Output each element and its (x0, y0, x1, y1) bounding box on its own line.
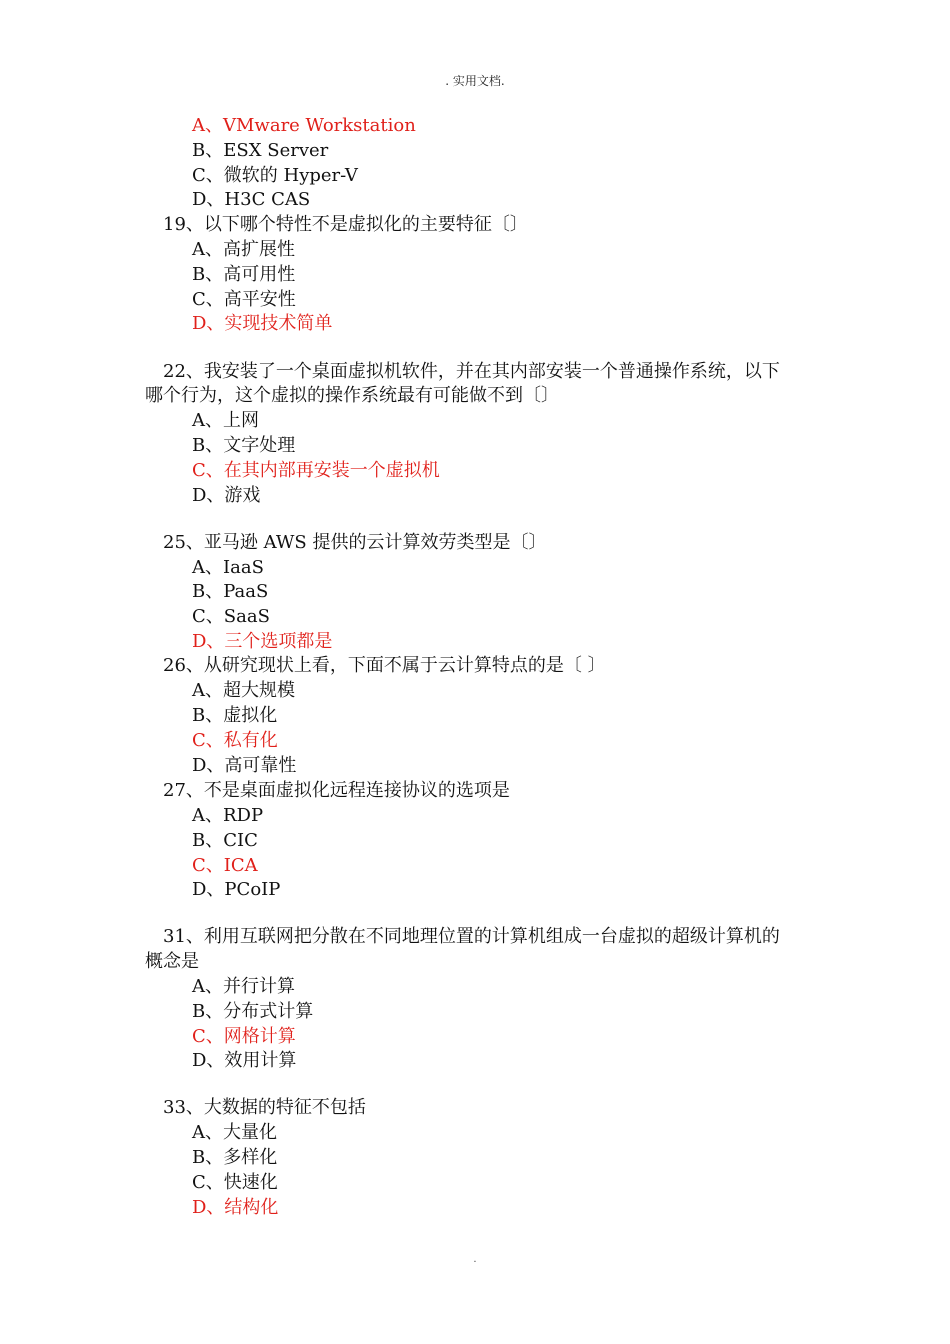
option-line: A、并行计算 (192, 976, 295, 997)
option-line: D、H3C CAS (192, 189, 311, 210)
question-line: 31、利用互联网把分散在不同地理位置的计算机组成一台虚拟的超级计算机的 (163, 926, 780, 947)
option-line: C、快速化 (192, 1172, 278, 1193)
answer-option: D、结构化 (192, 1197, 279, 1218)
option-line: C、微软的 Hyper-V (192, 165, 358, 186)
option-line: A、超大规模 (192, 680, 295, 701)
option-line: D、高可靠性 (192, 755, 297, 776)
page-footer: . (473, 1254, 477, 1265)
answer-option: C、私有化 (192, 730, 278, 751)
option-line: B、分布式计算 (192, 1001, 314, 1022)
question-continuation: 概念是 (145, 951, 199, 972)
option-line: D、PCoIP (192, 879, 281, 900)
option-line: B、虚拟化 (192, 705, 278, 726)
answer-option: C、ICA (192, 855, 258, 876)
page-header: . 实用文档. (445, 74, 505, 88)
question-line: 27、不是桌面虚拟化远程连接协议的选项是 (163, 780, 510, 801)
option-line: A、IaaS (192, 557, 264, 578)
question-line: 33、大数据的特征不包括 (163, 1097, 366, 1118)
option-line: A、上网 (192, 410, 259, 431)
option-line: B、ESX Server (192, 140, 329, 161)
question-line: 22、我安装了一个桌面虚拟机软件，并在其内部安装一个普通操作系统，以下 (163, 361, 780, 382)
option-line: A、大量化 (192, 1122, 277, 1143)
option-line: C、SaaS (192, 606, 270, 627)
option-line: B、CIC (192, 830, 258, 851)
option-line: B、文字处理 (192, 435, 296, 456)
answer-option: C、网格计算 (192, 1026, 296, 1047)
answer-option: A、VMware Workstation (192, 115, 416, 136)
option-line: D、游戏 (192, 485, 261, 506)
question-line: 19、以下哪个特性不是虚拟化的主要特征〔〕 (163, 214, 528, 235)
question-line: 26、从研究现状上看，下面不属于云计算特点的是〔 〕 (163, 655, 606, 676)
option-line: A、RDP (192, 805, 264, 826)
option-line: B、PaaS (192, 581, 269, 602)
question-line: 25、亚马逊 AWS 提供的云计算效劳类型是〔〕 (163, 532, 547, 553)
option-line: D、效用计算 (192, 1050, 297, 1071)
option-line: B、高可用性 (192, 264, 296, 285)
answer-option: D、三个选项都是 (192, 631, 333, 652)
option-line: B、多样化 (192, 1147, 278, 1168)
question-continuation: 哪个行为，这个虚拟的操作系统最有可能做不到〔〕 (145, 385, 559, 406)
option-line: C、高平安性 (192, 289, 296, 310)
answer-option: C、在其内部再安装一个虚拟机 (192, 460, 440, 481)
answer-option: D、实现技术简单 (192, 313, 333, 334)
option-line: A、高扩展性 (192, 239, 295, 260)
